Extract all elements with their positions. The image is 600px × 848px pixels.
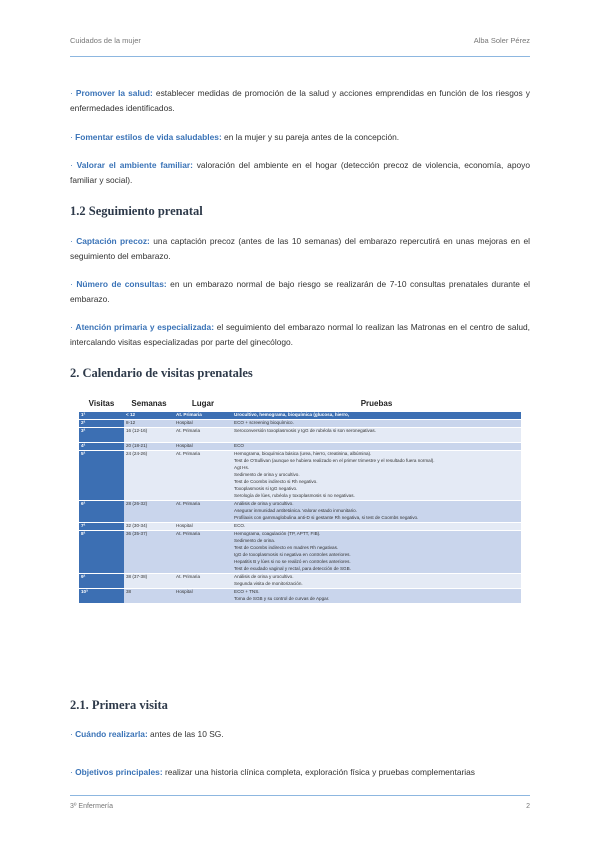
- visit-number: 2ª: [79, 420, 124, 428]
- table-row: [79, 523, 521, 531]
- header-author: Alba Soler Pérez: [473, 36, 530, 45]
- visits-calendar-table: [79, 397, 521, 604]
- visit-weeks: 16 (12-16): [124, 428, 174, 443]
- section-seguimiento-title: 1.2 Seguimiento prenatal: [70, 204, 203, 218]
- visit-place: At. Primaria: [174, 451, 232, 501]
- visit-place: At. Primaria: [174, 531, 232, 574]
- table-row: [79, 589, 521, 604]
- visit-weeks: 38: [124, 589, 174, 604]
- col-header-lugar: Lugar: [191, 398, 215, 408]
- visit-tests: ECO + TNS. Toma de SGB y su control de curvas de Apgar.: [232, 589, 521, 604]
- visit-weeks: 28 (26-32): [124, 501, 174, 523]
- table-row: [79, 501, 521, 523]
- visit-weeks: 20 (18-21): [124, 443, 174, 451]
- bullet-cuando: · Cuándo realizarla: antes de las 10 SG.: [70, 729, 224, 739]
- visit-place: At. Primaria: [174, 574, 232, 589]
- visit-tests: ECO + screening bioquímico.: [232, 420, 521, 428]
- table-row: [79, 531, 521, 574]
- page-footer: [70, 803, 530, 810]
- visit-tests: Hemograma, coagulación (TP, APTT, FIB). Sedimento de orina. Test de Coombs indirecto en madres Rh negativas. IgG de toxoplasmosis si negativa en controles anteriores. Hepatitis B y lúes si no se realizó en controles anteriores. Test de exudado vaginal y rectal, para detección de SGB.: [232, 531, 521, 574]
- visit-number: 1ª: [79, 412, 124, 420]
- footer-course-year: 3º Enfermería: [70, 803, 114, 810]
- visit-weeks: < 12: [124, 412, 174, 420]
- table-row: [79, 574, 521, 589]
- table-row: [79, 420, 521, 428]
- table-row: [79, 428, 521, 443]
- visit-number: 10ª: [79, 589, 124, 604]
- bullet-consultas: · Número de consultas: en un embarazo normal de bajo riesgo se realizarán de 7-10 consultas prenatales durante el embarazo.: [70, 279, 530, 304]
- visit-place: At. Primaria: [174, 428, 232, 443]
- visit-weeks: 24 (24-26): [124, 451, 174, 501]
- section-primera-visita-title: 2.1. Primera visita: [70, 698, 168, 712]
- col-header-semanas: Semanas: [131, 398, 167, 408]
- bullet-objetivos: · Objetivos principales: realizar una historia clínica completa, exploración física y pruebas complementarias: [70, 767, 475, 777]
- visit-number: 5ª: [79, 451, 124, 501]
- visit-tests: Hemograma, bioquímica básica (urea, hierro, creatinina, albúmina). Test de O'Sullivan (aunque se hubiera realizado en el primer trimestre y el resultado fuera normal). Agt Hs. Sedimento de orina y urocultivo. Test de Coombs indirecto si Rh negativo. Toxoplasmosis si IgG negativo. Serología de lúes, rubéola y toxoplasmosis si no negativas.: [232, 451, 521, 501]
- table-row: [79, 443, 521, 451]
- page-number: 2: [526, 803, 530, 810]
- visit-number: 6ª: [79, 501, 124, 523]
- visit-number: 4ª: [79, 443, 124, 451]
- section-calendario-title: 2. Calendario de visitas prenatales: [70, 366, 253, 380]
- visit-number: 7ª: [79, 523, 124, 531]
- visit-number: 3ª: [79, 428, 124, 443]
- col-header-pruebas: Pruebas: [360, 398, 393, 408]
- visit-tests: Análisis de orina y urocultivo. Asegurar inmunidad antitetánica. Valorar estado inmunitario. Profilaxis con gammaglobulina anti-D si gestante Rh negativa, si test de Coombs negativo.: [232, 501, 521, 523]
- header-course: Cuidados de la mujer: [70, 36, 141, 45]
- bullet-promover: · Promover la salud: establecer medidas de promoción de la salud y acciones emprendidas en función de los riesgos y enfermedades identificados.: [70, 88, 530, 113]
- visit-weeks: 32 (30-34): [124, 523, 174, 531]
- visit-tests: Seroconversión toxoplasmosis y IgG de rubéola si son seronegativas.: [232, 428, 521, 443]
- visit-tests: Análisis de orina y urocultivo. Segunda visita de monitorización.: [232, 574, 521, 589]
- footer-rule: [70, 795, 530, 796]
- visit-tests: Urocultivo, hemograma, bioquímica (glucosa, hierro,: [232, 412, 521, 420]
- visit-number: 9ª: [79, 574, 124, 589]
- bullet-fomentar: · Fomentar estilos de vida saludables: en la mujer y su pareja antes de la concepción.: [70, 132, 400, 142]
- visit-weeks: 8-12: [124, 420, 174, 428]
- header-rule: [70, 56, 530, 57]
- visit-place: At. Primaria: [174, 501, 232, 523]
- visit-place: Hospital: [174, 589, 232, 604]
- visit-place: Hospital: [174, 420, 232, 428]
- visit-tests: ECO.: [232, 523, 521, 531]
- page-header: [70, 36, 530, 48]
- visit-place: At. Primaria: [174, 412, 232, 420]
- table-row: [79, 451, 521, 501]
- visit-place: Hospital: [174, 523, 232, 531]
- bullet-captacion: · Captación precoz: una captación precoz (antes de las 10 semanas) del embarazo repercutirá en unas mejoras en el seguimiento del embarazo.: [70, 236, 530, 261]
- visit-weeks: 36 (35-37): [124, 531, 174, 574]
- bullet-valorar: · Valorar el ambiente familiar: valoración del ambiente en el hogar (detección precoz de violencia, economía, apoyo familiar y social).: [70, 160, 530, 185]
- bullet-atencion: · Atención primaria y especializada: el seguimiento del embarazo normal lo realizan las Matronas en el centro de salud, intercalando visitas especializadas por parte del ginecólogo.: [70, 322, 530, 347]
- visit-tests: ECO: [232, 443, 521, 451]
- visit-weeks: 38 (37-38): [124, 574, 174, 589]
- col-header-visitas: Visitas: [88, 398, 115, 408]
- visit-number: 8ª: [79, 531, 124, 574]
- table-row: [79, 412, 521, 420]
- visit-place: Hospital: [174, 443, 232, 451]
